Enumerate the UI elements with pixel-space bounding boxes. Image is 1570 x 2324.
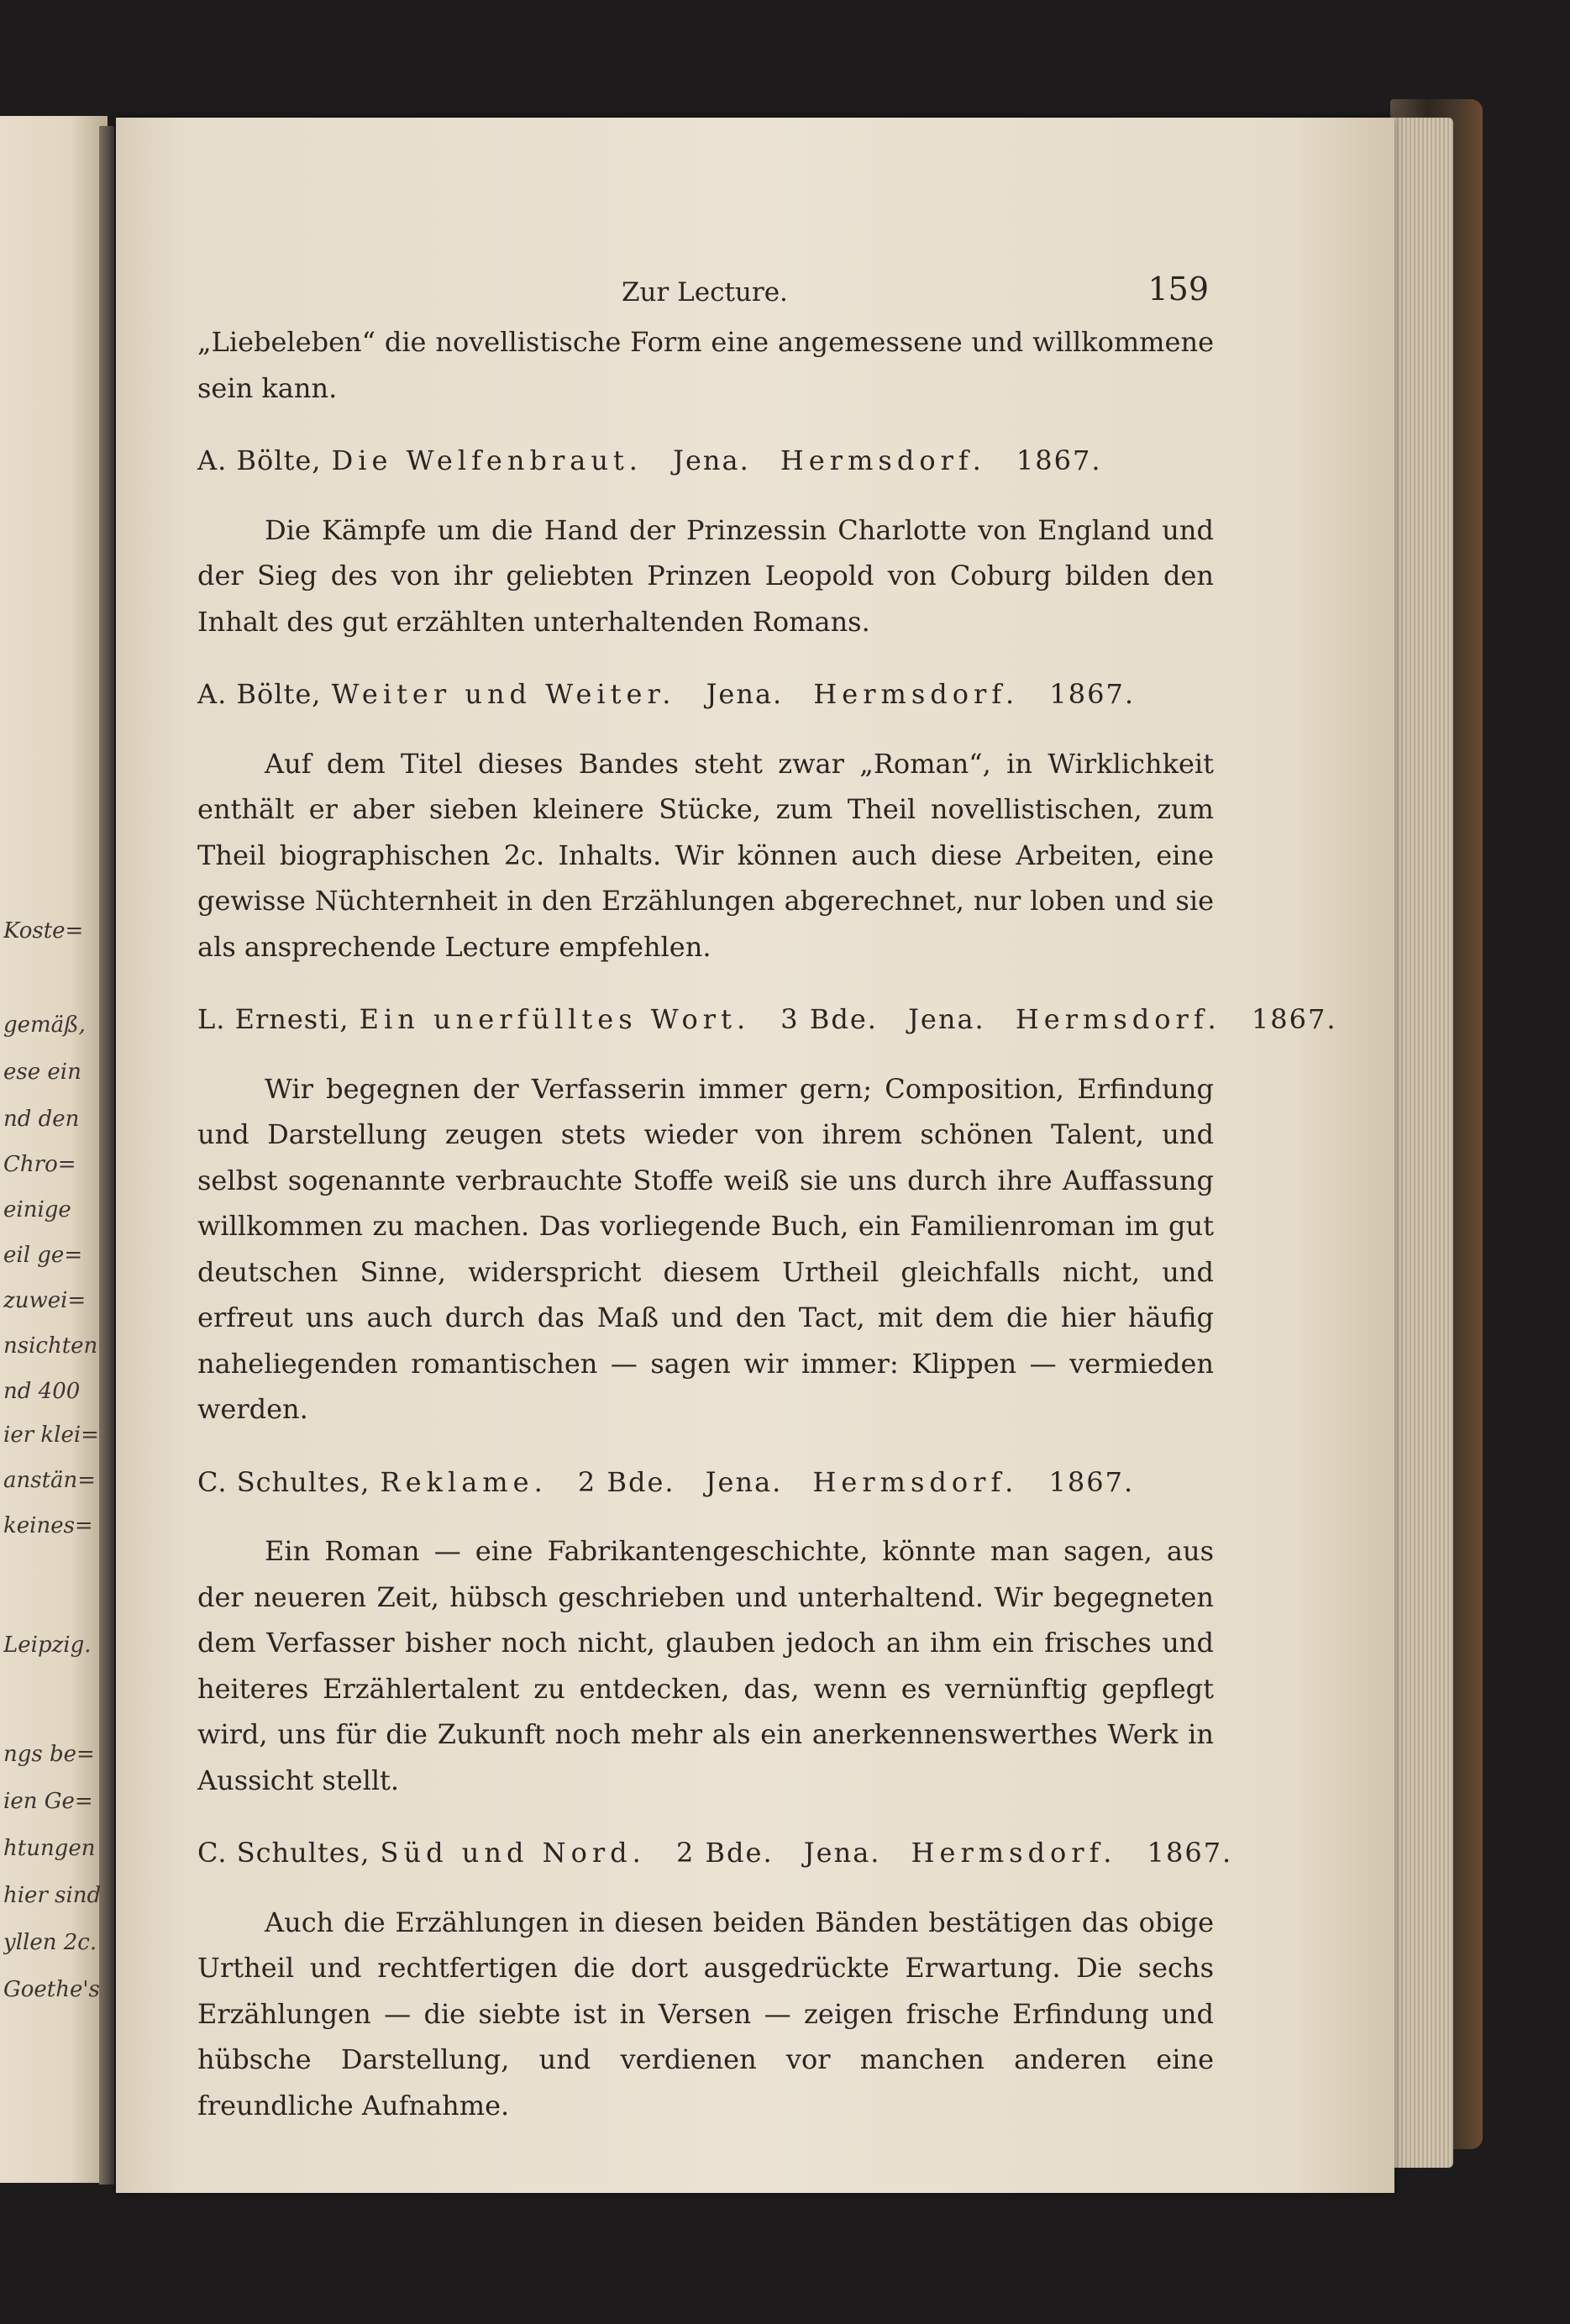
entry-review: Die Kämpfe um die Hand der Prinzessin Charlotte von England und der Sieg des von ihr geliebten Prinzen Leopold von Coburg bilden den Inhalt des gut erzählten unterhaltenden Romans. (197, 513, 1214, 638)
review-entry (197, 1459, 1214, 1804)
entry-citation (197, 1459, 1214, 1506)
margin-fragment: eil ge= (3, 1243, 83, 1268)
margin-fragment: nd 400 (3, 1379, 81, 1404)
lead-paragraph: „Liebeleben“ die novellistische Form eine angemessene und willkommene sein kann. (197, 326, 1214, 404)
entry-publisher: Hermsdorf. (812, 1465, 1019, 1498)
entry-publisher: Hermsdorf. (911, 1837, 1117, 1869)
page-header (197, 269, 1214, 319)
entry-place: Jena. (673, 444, 750, 476)
margin-fragment: ier klei= (3, 1422, 99, 1448)
margin-fragment: htungen (3, 1836, 96, 1861)
entry-review: Wir begegnen der Verfasserin immer gern; Composition, Erfindung und Darstellung zeugen stets wieder von ihrem schönen Talent, und selbst sogenannte verbrauchte Stoffe weiß sie uns durch ihre Auffassung willkommen zu machen. Das vorliegende Buch, ein Familienroman im gut deutschen Sinne, widerspricht diesem Urtheil gleichfalls nicht, und erfreut uns auch durch das Maß und den Tact, mit dem die hier häufig naheliegenden romantischen — sagen wir immer: Klippen — vermieden werden. (197, 1072, 1214, 1425)
margin-fragment: nsichten (3, 1333, 98, 1359)
review-entry (197, 1830, 1233, 2128)
entry-review: Auf dem Titel dieses Bandes steht zwar „Roman“, in Wirklichkeit enthält er aber sieben kleinere Stücke, zum Theil novellistischen, zum Theil biographischen 2c. Inhalts. Wir können auch diese Arbeiten, eine gewisse Nüchternheit in den Erzählungen abgerechnet, nur loben und sie als ansprechende Lecture empfehlen. (197, 747, 1214, 963)
entry-place: Jena. (908, 1003, 985, 1035)
margin-fragment: nd den (3, 1107, 80, 1132)
margin-fragment: yllen 2c. (3, 1930, 97, 1955)
entry-title: Süd und Nord. (380, 1837, 646, 1869)
entry-place: Jena. (705, 1465, 783, 1498)
margin-fragment: ngs be= (3, 1742, 95, 1767)
page-number: 159 (1147, 271, 1209, 308)
entry-title: Die Welfenbraut. (331, 444, 643, 476)
margin-fragment: zuwei= (3, 1288, 87, 1313)
entry-author: A. Bölte, (197, 678, 322, 710)
entry-year: 1867. (1049, 678, 1135, 710)
entry-citation (197, 1830, 1233, 1876)
entry-author: C. Schultes, (197, 1837, 370, 1869)
page-text (197, 269, 1337, 2128)
entry-year: 1867. (1016, 444, 1102, 476)
entry-review: Ein Roman — eine Fabrikantengeschichte, könnte man sagen, aus der neueren Zeit, hübsch geschrieben und unterhaltend. Wir begegneten dem Verfasser bisher noch nicht, glauben jedoch an ihm ein frisches und heiteres Erzählertalent zu entdecken, das, wenn es vernünftig gepflegt wird, uns für die Zukunft noch mehr als ein anerkennenswerthes Werk in Aussicht stellt. (197, 1535, 1214, 1796)
entry-title: Weiter und Weiter. (331, 678, 676, 710)
running-head: Zur Lecture. (622, 277, 788, 308)
entry-publisher: Hermsdorf. (813, 678, 1020, 710)
entry-publisher: Hermsdorf. (780, 444, 986, 476)
entry-title: Reklame. (380, 1465, 548, 1498)
margin-fragment: gemäß, (3, 1012, 86, 1038)
entry-volumes: 2 Bde. (676, 1837, 774, 1869)
entry-review: Auch die Erzählungen in diesen beiden Bänden bestätigen das obige Urtheil und rechtfertigen die dort ausgedrückte Erwartung. Die sechs Erzählungen — die siebte ist in Versen — zeigen frische Erfindung und hübsche Darstellung, und verdienen vor manchen anderen eine freundliche Aufnahme. (197, 1906, 1214, 2122)
margin-fragment: ien Ge= (3, 1789, 93, 1814)
entry-citation (197, 996, 1337, 1043)
entry-volumes: 2 Bde. (577, 1465, 675, 1498)
entry-place: Jena. (803, 1837, 881, 1869)
margin-fragment: keines= (3, 1513, 93, 1538)
entry-place: Jena. (706, 678, 784, 710)
entry-author: A. Bölte, (197, 444, 322, 476)
entry-year: 1867. (1147, 1837, 1233, 1869)
entry-year: 1867. (1048, 1465, 1135, 1498)
margin-fragment: hier sind (3, 1883, 102, 1908)
margin-fragment: Goethe's (3, 1977, 100, 2002)
entry-title: Ein unerfülltes Wort. (359, 1003, 751, 1035)
entry-citation (197, 438, 1214, 484)
entry-author: C. Schultes, (197, 1465, 370, 1498)
margin-fragment: Chro= (3, 1152, 76, 1177)
margin-fragment: Koste= (3, 918, 84, 944)
entry-year: 1867. (1251, 1003, 1337, 1035)
entry-citation (197, 671, 1214, 718)
review-entry (197, 671, 1214, 970)
margin-fragment: ese ein (3, 1059, 81, 1085)
margin-fragment: anstän= (3, 1468, 97, 1493)
review-entry (197, 438, 1214, 644)
entry-author: L. Ernesti, (197, 1003, 349, 1035)
margin-fragment: Leipzig. (3, 1633, 92, 1658)
review-entry (197, 996, 1337, 1433)
margin-fragment: einige (3, 1197, 71, 1222)
entry-volumes: 3 Bde. (780, 1003, 878, 1035)
entry-publisher: Hermsdorf. (1015, 1003, 1221, 1035)
